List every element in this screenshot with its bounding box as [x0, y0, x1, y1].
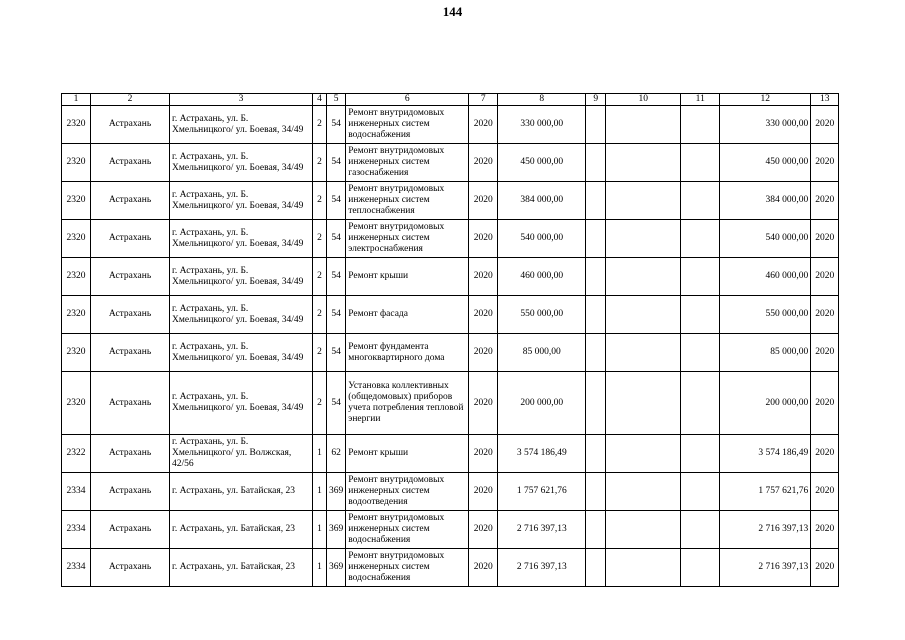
row-number-cell: 2320: [62, 106, 91, 144]
column-4-cell: 2: [313, 334, 327, 372]
column-5-cell: 54: [327, 106, 346, 144]
column-header: 11: [681, 94, 720, 106]
column-5-cell: 54: [327, 372, 346, 435]
column-5-cell: 54: [327, 182, 346, 220]
column-9-cell: [586, 473, 606, 511]
column-10-cell: [606, 334, 681, 372]
column-11-cell: [681, 182, 720, 220]
address-cell: г. Астрахань, ул. Б. Хмельницкого/ ул. Боевая, 34/49: [170, 296, 313, 334]
completion-year-cell: 2020: [811, 182, 839, 220]
work-type-cell: Ремонт крыши: [346, 435, 469, 473]
total-cost-cell: 550 000,00: [498, 296, 586, 334]
column-4-cell: 1: [313, 473, 327, 511]
year-cell: 2020: [469, 296, 498, 334]
address-cell: г. Астрахань, ул. Батайская, 23: [170, 473, 313, 511]
column-12-cell: 540 000,00: [720, 220, 811, 258]
column-5-cell: 369: [327, 473, 346, 511]
column-12-cell: 85 000,00: [720, 334, 811, 372]
column-header: 13: [811, 94, 839, 106]
column-12-cell: 460 000,00: [720, 258, 811, 296]
completion-year-cell: 2020: [811, 334, 839, 372]
column-9-cell: [586, 182, 606, 220]
address-cell: г. Астрахань, ул. Б. Хмельницкого/ ул. Боевая, 34/49: [170, 106, 313, 144]
column-4-cell: 2: [313, 258, 327, 296]
table-row: [62, 258, 839, 296]
row-number-cell: 2320: [62, 296, 91, 334]
row-number-cell: 2320: [62, 334, 91, 372]
year-cell: 2020: [469, 258, 498, 296]
column-12-cell: 2 716 397,13: [720, 549, 811, 587]
table-row: [62, 372, 839, 435]
completion-year-cell: 2020: [811, 372, 839, 435]
column-9-cell: [586, 549, 606, 587]
work-type-cell: Ремонт внутридомовых инженерных систем теплоснабжения: [346, 182, 469, 220]
column-5-cell: 54: [327, 258, 346, 296]
column-11-cell: [681, 511, 720, 549]
table-row: [62, 220, 839, 258]
page-number: 144: [442, 4, 463, 19]
address-cell: г. Астрахань, ул. Батайская, 23: [170, 511, 313, 549]
column-9-cell: [586, 106, 606, 144]
total-cost-cell: 85 000,00: [498, 334, 586, 372]
column-10-cell: [606, 435, 681, 473]
column-5-cell: 369: [327, 511, 346, 549]
address-cell: г. Астрахань, ул. Б. Хмельницкого/ ул. Боевая, 34/49: [170, 258, 313, 296]
completion-year-cell: 2020: [811, 106, 839, 144]
column-10-cell: [606, 296, 681, 334]
row-number-cell: 2334: [62, 511, 91, 549]
municipality-cell: Астрахань: [91, 258, 170, 296]
total-cost-cell: 330 000,00: [498, 106, 586, 144]
year-cell: 2020: [469, 511, 498, 549]
address-cell: г. Астрахань, ул. Батайская, 23: [170, 549, 313, 587]
column-11-cell: [681, 435, 720, 473]
municipality-cell: Астрахань: [91, 182, 170, 220]
work-type-cell: Ремонт крыши: [346, 258, 469, 296]
year-cell: 2020: [469, 372, 498, 435]
total-cost-cell: 3 574 186,49: [498, 435, 586, 473]
column-10-cell: [606, 220, 681, 258]
address-cell: г. Астрахань, ул. Б. Хмельницкого/ ул. Боевая, 34/49: [170, 182, 313, 220]
municipality-cell: Астрахань: [91, 296, 170, 334]
total-cost-cell: 200 000,00: [498, 372, 586, 435]
municipality-cell: Астрахань: [91, 334, 170, 372]
column-9-cell: [586, 511, 606, 549]
column-header: 1: [62, 94, 91, 106]
table-row: [62, 182, 839, 220]
column-9-cell: [586, 296, 606, 334]
year-cell: 2020: [469, 435, 498, 473]
column-11-cell: [681, 258, 720, 296]
table-row: [62, 435, 839, 473]
column-9-cell: [586, 334, 606, 372]
municipality-cell: Астрахань: [91, 549, 170, 587]
row-number-cell: 2334: [62, 549, 91, 587]
year-cell: 2020: [469, 106, 498, 144]
column-header: 8: [498, 94, 586, 106]
column-header: 9: [586, 94, 606, 106]
table-row: [62, 106, 839, 144]
column-10-cell: [606, 511, 681, 549]
row-number-cell: 2320: [62, 258, 91, 296]
column-11-cell: [681, 334, 720, 372]
table-row: [62, 511, 839, 549]
column-4-cell: 2: [313, 220, 327, 258]
municipality-cell: Астрахань: [91, 473, 170, 511]
work-type-cell: Установка коллективных (общедомовых) приборов учета потребления тепловой энергии: [346, 372, 469, 435]
column-11-cell: [681, 220, 720, 258]
row-number-cell: 2334: [62, 473, 91, 511]
column-10-cell: [606, 144, 681, 182]
total-cost-cell: 2 716 397,13: [498, 511, 586, 549]
column-5-cell: 54: [327, 144, 346, 182]
column-12-cell: 330 000,00: [720, 106, 811, 144]
column-header: 2: [91, 94, 170, 106]
column-9-cell: [586, 144, 606, 182]
work-type-cell: Ремонт внутридомовых инженерных систем водоснабжения: [346, 106, 469, 144]
municipality-cell: Астрахань: [91, 372, 170, 435]
total-cost-cell: 384 000,00: [498, 182, 586, 220]
column-header: 4: [313, 94, 327, 106]
column-11-cell: [681, 296, 720, 334]
column-12-cell: 2 716 397,13: [720, 511, 811, 549]
column-header: 12: [720, 94, 811, 106]
year-cell: 2020: [469, 182, 498, 220]
work-type-cell: Ремонт внутридомовых инженерных систем водоснабжения: [346, 549, 469, 587]
column-12-cell: 450 000,00: [720, 144, 811, 182]
municipality-cell: Астрахань: [91, 106, 170, 144]
table-row: [62, 144, 839, 182]
municipality-cell: Астрахань: [91, 220, 170, 258]
column-5-cell: 54: [327, 296, 346, 334]
total-cost-cell: 450 000,00: [498, 144, 586, 182]
completion-year-cell: 2020: [811, 258, 839, 296]
column-10-cell: [606, 372, 681, 435]
column-10-cell: [606, 182, 681, 220]
column-header: 7: [469, 94, 498, 106]
work-type-cell: Ремонт фасада: [346, 296, 469, 334]
completion-year-cell: 2020: [811, 220, 839, 258]
municipality-cell: Астрахань: [91, 435, 170, 473]
address-cell: г. Астрахань, ул. Б. Хмельницкого/ ул. Боевая, 34/49: [170, 144, 313, 182]
column-5-cell: 369: [327, 549, 346, 587]
column-header: 10: [606, 94, 681, 106]
column-4-cell: 1: [313, 549, 327, 587]
column-4-cell: 2: [313, 144, 327, 182]
work-type-cell: Ремонт внутридомовых инженерных систем водоснабжения: [346, 511, 469, 549]
column-10-cell: [606, 258, 681, 296]
table-row: [62, 334, 839, 372]
column-12-cell: 384 000,00: [720, 182, 811, 220]
row-number-cell: 2320: [62, 182, 91, 220]
column-11-cell: [681, 372, 720, 435]
column-11-cell: [681, 473, 720, 511]
column-4-cell: 2: [313, 182, 327, 220]
column-12-cell: 200 000,00: [720, 372, 811, 435]
total-cost-cell: 540 000,00: [498, 220, 586, 258]
column-10-cell: [606, 549, 681, 587]
column-11-cell: [681, 144, 720, 182]
row-number-cell: 2320: [62, 144, 91, 182]
address-cell: г. Астрахань, ул. Б. Хмельницкого/ ул. Боевая, 34/49: [170, 372, 313, 435]
row-number-cell: 2320: [62, 372, 91, 435]
completion-year-cell: 2020: [811, 144, 839, 182]
column-5-cell: 62: [327, 435, 346, 473]
column-9-cell: [586, 220, 606, 258]
column-4-cell: 2: [313, 296, 327, 334]
header-row: [62, 94, 839, 106]
completion-year-cell: 2020: [811, 296, 839, 334]
total-cost-cell: 2 716 397,13: [498, 549, 586, 587]
column-10-cell: [606, 473, 681, 511]
work-type-cell: Ремонт внутридомовых инженерных систем газоснабжения: [346, 144, 469, 182]
column-12-cell: 550 000,00: [720, 296, 811, 334]
year-cell: 2020: [469, 334, 498, 372]
column-12-cell: 3 574 186,49: [720, 435, 811, 473]
row-number-cell: 2322: [62, 435, 91, 473]
table-row: [62, 296, 839, 334]
completion-year-cell: 2020: [811, 473, 839, 511]
registry-table: [61, 93, 839, 587]
column-header: 6: [346, 94, 469, 106]
column-4-cell: 1: [313, 435, 327, 473]
address-cell: г. Астрахань, ул. Б. Хмельницкого/ ул. Боевая, 34/49: [170, 220, 313, 258]
year-cell: 2020: [469, 220, 498, 258]
year-cell: 2020: [469, 549, 498, 587]
address-cell: г. Астрахань, ул. Б. Хмельницкого/ ул. Боевая, 34/49: [170, 334, 313, 372]
completion-year-cell: 2020: [811, 435, 839, 473]
column-11-cell: [681, 549, 720, 587]
table-row: [62, 549, 839, 587]
completion-year-cell: 2020: [811, 511, 839, 549]
completion-year-cell: 2020: [811, 549, 839, 587]
address-cell: г. Астрахань, ул. Б. Хмельницкого/ ул. Волжская, 42/56: [170, 435, 313, 473]
municipality-cell: Астрахань: [91, 144, 170, 182]
year-cell: 2020: [469, 144, 498, 182]
column-header: 5: [327, 94, 346, 106]
total-cost-cell: 1 757 621,76: [498, 473, 586, 511]
row-number-cell: 2320: [62, 220, 91, 258]
column-9-cell: [586, 435, 606, 473]
work-type-cell: Ремонт внутридомовых инженерных систем электроснабжения: [346, 220, 469, 258]
year-cell: 2020: [469, 473, 498, 511]
column-9-cell: [586, 372, 606, 435]
column-4-cell: 2: [313, 372, 327, 435]
column-11-cell: [681, 106, 720, 144]
column-header: 3: [170, 94, 313, 106]
column-5-cell: 54: [327, 334, 346, 372]
column-5-cell: 54: [327, 220, 346, 258]
table-body: [62, 106, 839, 587]
total-cost-cell: 460 000,00: [498, 258, 586, 296]
table-row: [62, 473, 839, 511]
column-12-cell: 1 757 621,76: [720, 473, 811, 511]
municipality-cell: Астрахань: [91, 511, 170, 549]
column-4-cell: 1: [313, 511, 327, 549]
column-10-cell: [606, 106, 681, 144]
work-type-cell: Ремонт внутридомовых инженерных систем водоотведения: [346, 473, 469, 511]
column-4-cell: 2: [313, 106, 327, 144]
work-type-cell: Ремонт фундамента многоквартирного дома: [346, 334, 469, 372]
column-9-cell: [586, 258, 606, 296]
